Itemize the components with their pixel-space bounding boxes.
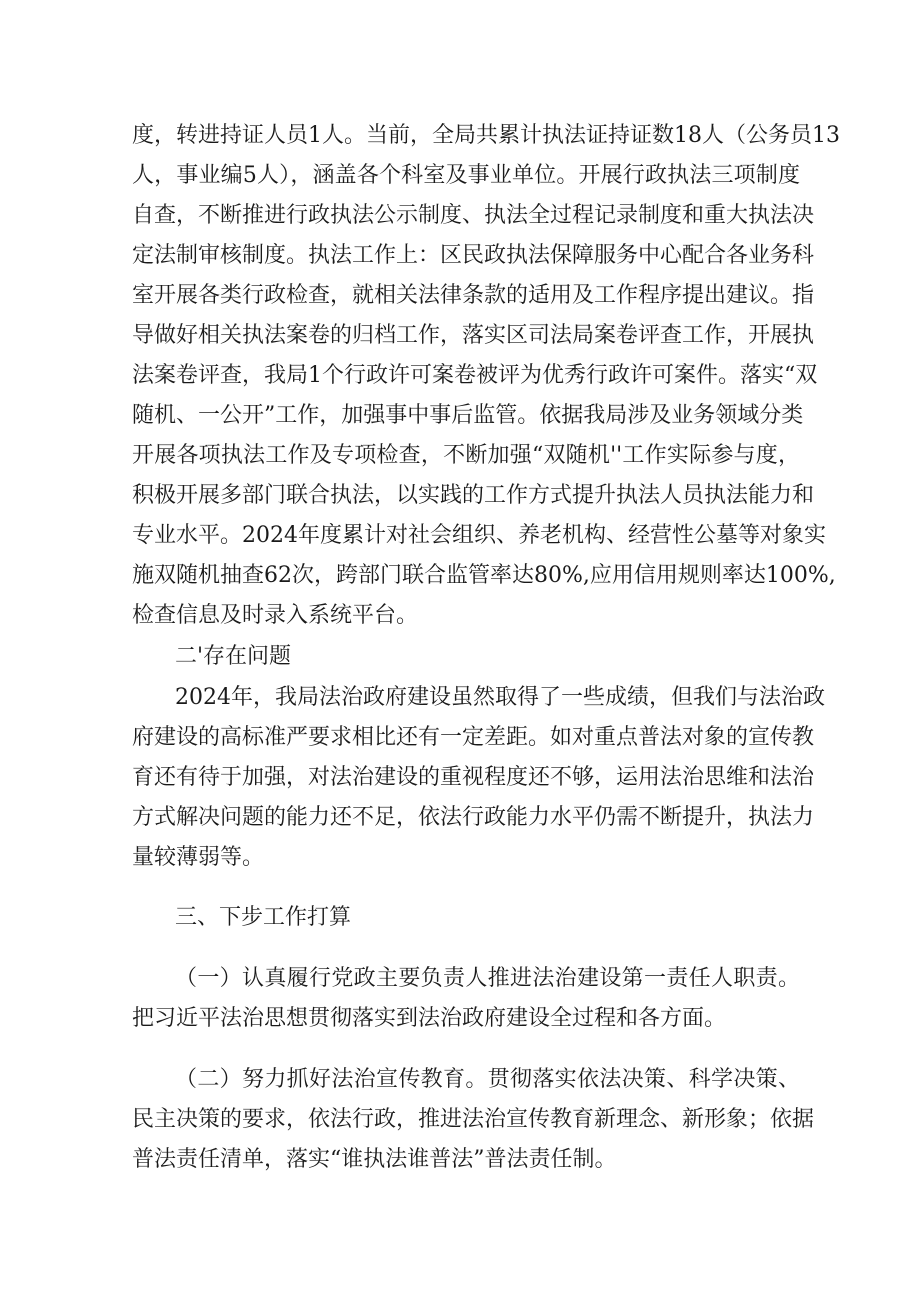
paragraph-line: 民主决策的要求，依法行政，推进法治宣传教育新理念、新形象；依据 <box>132 1107 815 1132</box>
paragraph-line: 自查，不断推进行政执法公示制度、执法全过程记录制度和重大执法决 <box>132 203 815 228</box>
paragraph-line: 开展各项执法工作及专项检查，不断加强“双随机''工作实际参与度， <box>132 443 800 468</box>
paragraph-line: 定法制审核制度。执法工作上：区民政执法保障服务中心配合各业务科 <box>132 243 815 268</box>
paragraph-line: 普法责任清单，落实“谁执法谁普法”普法责任制。 <box>132 1147 617 1172</box>
paragraph-line: 导做好相关执法案卷的归档工作，落实区司法局案卷评查工作，开展执 <box>132 323 815 348</box>
paragraph-line: 随机、一公开”工作，加强事中事后监管。依据我局涉及业务领域分类 <box>132 403 804 428</box>
paragraph-line: 把习近平法治思想贯彻落实到法治政府建设全过程和各方面。 <box>132 1006 727 1031</box>
paragraph-line: （一）认真履行党政主要负责人推进法治建设第一责任人职责。 <box>175 966 800 991</box>
paragraph-line: 积极开展多部门联合执法，以实践的工作方式提升执法人员执法能力和 <box>132 483 815 508</box>
section-heading-next-steps: 三、下步工作打算 <box>175 905 352 930</box>
section-heading-issues: 二'存在问题 <box>175 644 292 669</box>
paragraph-line: 法案卷评查，我局1个行政许可案卷被评为优秀行政许可案件。落实“双 <box>132 363 818 388</box>
paragraph-line: 检查信息及时录入系统平台。 <box>132 603 419 628</box>
paragraph-line: 育还有待于加强，对法治建设的重视程度还不够，运用法治思维和法治 <box>132 765 815 790</box>
paragraph-line: 度，转进持证人员1人。当前，全局共累计执法证持证数18人（公务员13 <box>132 123 840 148</box>
paragraph-line: （二）努力抓好法治宣传教育。贯彻落实依法决策、科学决策、 <box>175 1067 800 1092</box>
paragraph-line: 专业水平。2024年度累计对社会组织、养老机构、经营性公墓等对象实 <box>132 523 826 548</box>
paragraph-line: 施双随机抽查62次，跨部门联合监管率达80%,应用信用规则率达100%, <box>132 563 836 588</box>
paragraph-line: 量较薄弱等。 <box>132 845 265 870</box>
paragraph-line: 人，事业编5人），涵盖各个科室及事业单位。开展行政执法三项制度 <box>132 163 800 188</box>
paragraph-line: 方式解决问题的能力还不足，依法行政能力水平仍需不断提升，执法力 <box>132 805 815 830</box>
paragraph-line: 室开展各类行政检查，就相关法律条款的适用及工作程序提出建议。指 <box>132 283 815 308</box>
paragraph-line: 2024年，我局法治政府建设虽然取得了一些成绩，但我们与法治政 <box>175 685 825 710</box>
paragraph-line: 府建设的高标准严要求相比还有一定差距。如对重点普法对象的宣传教 <box>132 725 815 750</box>
